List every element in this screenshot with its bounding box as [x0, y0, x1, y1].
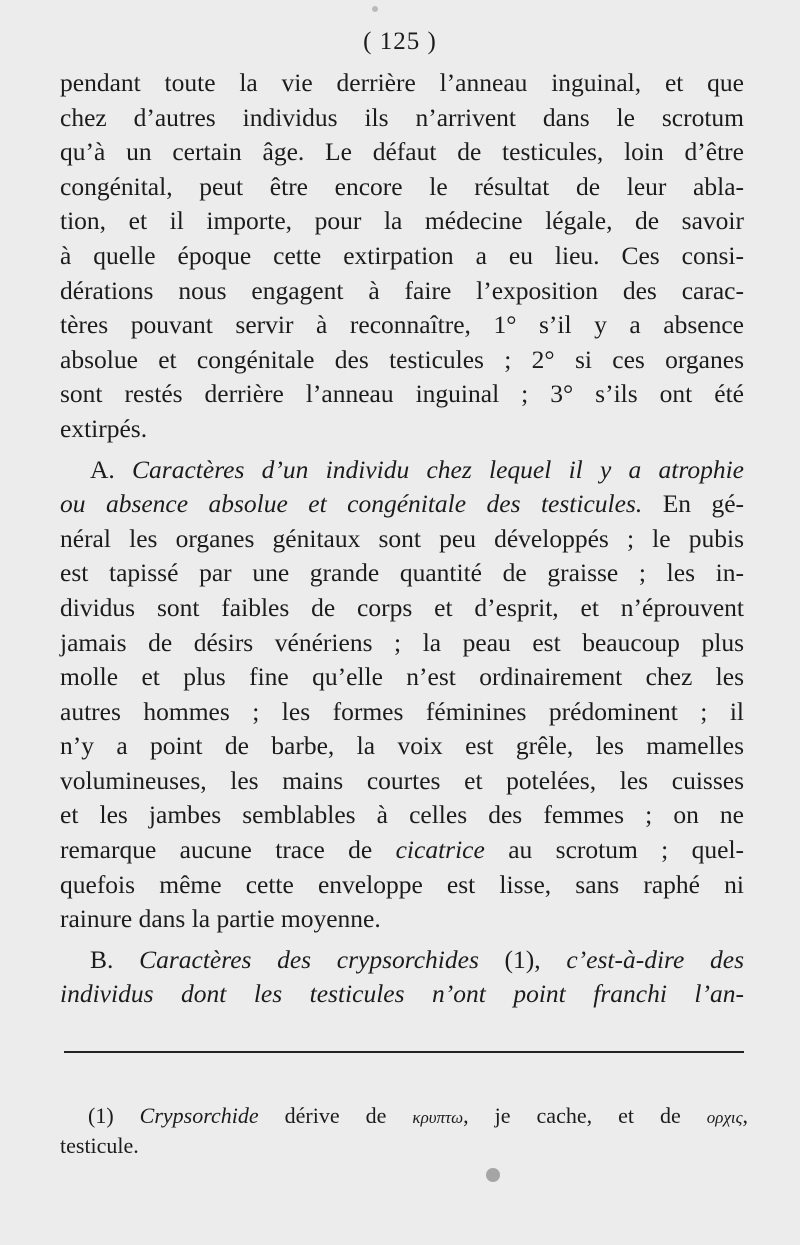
text-fragment: , — [742, 1103, 749, 1128]
text-line: n’y a point de barbe, la voix est grêle, les mamelles — [60, 731, 744, 761]
text-line: pendant toute la vie derrière l’anneau inguinal, et que — [60, 68, 744, 97]
section-a-title-cont: ou absence absolue et congénitale des testicules. — [60, 489, 643, 519]
text-fragment: au scrotum ; quel- — [508, 835, 745, 865]
text-line: tion, et il importe, pour la médecine légale, de savoir — [60, 206, 744, 236]
text-line: sont restés derrière l’anneau inguinal ; 3° s’ils ont été — [60, 379, 744, 409]
greek-word: κρυπτω — [412, 1108, 464, 1127]
text-line: quefois même cette enveloppe est lisse, sans raphé ni — [60, 869, 744, 899]
text-line: jamais de désirs vénériens ; la peau est beaucoup plus — [60, 627, 744, 657]
section-b-heading-cont — [60, 977, 744, 1012]
text-line: extirpés. — [60, 413, 148, 443]
italic-term: cicatrice — [395, 835, 485, 865]
text-line: dérations nous engagent à faire l’exposition des carac- — [60, 275, 744, 305]
footnote-line: testicule. — [60, 1133, 139, 1158]
section-b — [60, 943, 744, 1012]
text-line — [60, 833, 744, 868]
text-line: est tapissé par une grande quantité de graisse ; les in- — [60, 558, 744, 588]
footnote-reference: (1), — [504, 944, 541, 974]
body-text — [60, 66, 744, 1012]
text-line: congénital, peut être encore le résultat de leur abla- — [60, 171, 744, 201]
ink-speck — [372, 6, 378, 12]
section-b-title-cont: individus dont les testicules n’ont point franchi l’an- — [60, 979, 744, 1009]
ink-blot — [486, 1168, 500, 1182]
text-line: à quelle époque cette extirpation a eu lieu. Ces consi- — [60, 240, 744, 270]
text-fragment: En gé- — [662, 489, 745, 519]
footnote-marker: (1) — [88, 1103, 114, 1128]
text-line: et les jambes semblables à celles des femmes ; on ne — [60, 800, 744, 830]
page-number: ( 125 ) — [363, 28, 437, 55]
greek-word: ορχις — [706, 1108, 743, 1127]
section-a-title: Caractères d’un individu chez lequel il y a atrophie — [132, 454, 744, 484]
footnote-term: Crypsorchide — [139, 1103, 259, 1128]
paragraph-continuation — [60, 66, 744, 447]
section-b-title: Caractères des crypsorchides — [139, 944, 479, 974]
text-line: chez d’autres individus ils n’arrivent dans le scrotum — [60, 102, 744, 132]
section-a — [60, 453, 744, 937]
text-fragment: dérive de — [284, 1103, 387, 1128]
text-line: tères pouvant servir à reconnaître, 1° s’il y a absence — [60, 310, 744, 340]
section-b-title-tail: c’est-à-dire des — [566, 944, 744, 974]
text-line: autres hommes ; les formes féminines prédominent ; il — [60, 696, 744, 726]
text-fragment: remarque aucune trace de — [60, 835, 373, 865]
text-line: qu’à un certain âge. Le défaut de testicules, loin d’être — [60, 137, 744, 167]
text-line: rainure dans la partie moyenne. — [60, 904, 381, 934]
section-a-letter: A. — [90, 454, 115, 484]
text-line: dividus sont faibles de corps et d’esprit, et n’éprouvent — [60, 592, 744, 622]
text-line: molle et plus fine qu’elle n’est ordinairement chez les — [60, 662, 744, 692]
section-b-letter: B. — [90, 944, 114, 974]
text-line: volumineuses, les mains courtes et potelées, les cuisses — [60, 765, 744, 795]
section-a-heading — [60, 453, 744, 488]
footnote-line — [60, 1102, 748, 1132]
text-line: néral les organes génitaux sont peu développés ; le pubis — [60, 523, 744, 553]
section-a-heading-cont — [60, 487, 744, 522]
text-line: absolue et congénitale des testicules ; 2° si ces organes — [60, 344, 744, 374]
section-b-heading — [60, 943, 744, 978]
footnote-divider — [64, 1051, 744, 1053]
text-fragment: , je cache, et de — [463, 1103, 681, 1128]
footnote — [60, 1102, 748, 1160]
